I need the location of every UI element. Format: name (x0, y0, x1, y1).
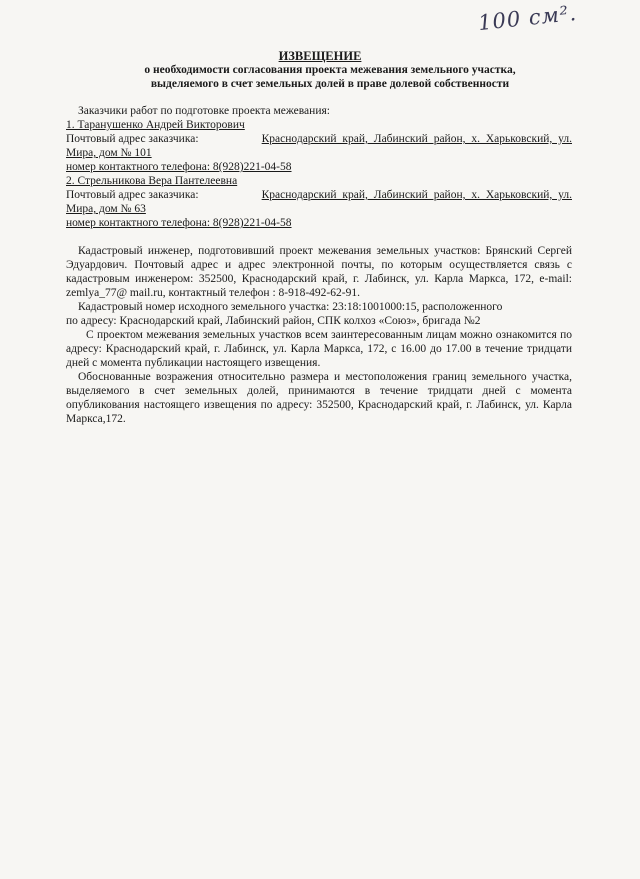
customer2-address-label: Почтовый адрес заказчика: (66, 189, 199, 201)
customers-intro: Заказчики работ по подготовке проекта межевания: (78, 105, 330, 117)
engineer-paragraph: Кадастровый инженер, подготовивший проект межевания земельных участков: Брянский Сергей Эдуардович. Почтовый адрес и адрес электронной почты, по которым осуществляется связь с кадастровым инженером: 352500, Краснодарский край, г. Лабинск, ул. Карла Маркса, 172, e-mail: zemlya_77@ mail.ru, контактный телефон : 8-918-492-62-91. (66, 245, 572, 299)
cadastral-line-2: по адресу: Краснодарский край, Лабинский район, СПК колхоз «Союз», бригада №2 (66, 315, 481, 327)
document-title: ИЗВЕЩЕНИЕ (278, 49, 362, 63)
customer2-address-row (66, 188, 572, 202)
customer2-name: 2. Стрельникова Вера Пантелеевна (66, 175, 238, 187)
objections-paragraph: Обоснованные возражения относительно размера и местоположения границ земельного участка, выделяемого в счет земельных долей, принимаются в течение тридцати дней с момента опубликования настоящего извещения по адресу: 352500, Краснодарский край, г. Лабинск, ул. Карла Маркса,172. (66, 371, 572, 425)
customer2-address-line1: Краснодарский край, Лабинский район, х. Харьковский, ул. (261, 189, 572, 201)
handwritten-note: 100 см². (477, 0, 579, 36)
customer1-address-label: Почтовый адрес заказчика: (66, 133, 199, 145)
subtitle-line-2: выделяемого в счет земельных долей в праве долевой собственности (150, 78, 510, 90)
customer1-phone: номер контактного телефона: 8(928)221-04-58 (66, 161, 292, 173)
customer2-phone: номер контактного телефона: 8(928)221-04-58 (66, 217, 292, 229)
customer1-address-row (66, 132, 572, 146)
familiarization-paragraph: С проектом межевания земельных участков всем заинтересованным лицам можно ознакомится по адресу: Краснодарский край, г. Лабинск, ул. Карла Маркса, 172, с 16.00 до 17.00 в течение тридцати дней с момента публикации настоящего извещения. (66, 329, 572, 369)
customer2-address-line2: Мира, дом № 63 (66, 203, 146, 215)
subtitle-line-1: о необходимости согласования проекта межевания земельного участка, (144, 64, 516, 76)
customer1-address-line2: Мира, дом № 101 (66, 147, 152, 159)
cadastral-line-1: Кадастровый номер исходного земельного участка: 23:18:1001000:15, расположенного (78, 301, 503, 313)
document-subtitle (60, 63, 600, 91)
customer1-address-line1: Краснодарский край, Лабинский район, х. Харьковский, ул. (261, 133, 572, 145)
customer1-name: 1. Таранушенко Андрей Викторович (66, 119, 245, 131)
